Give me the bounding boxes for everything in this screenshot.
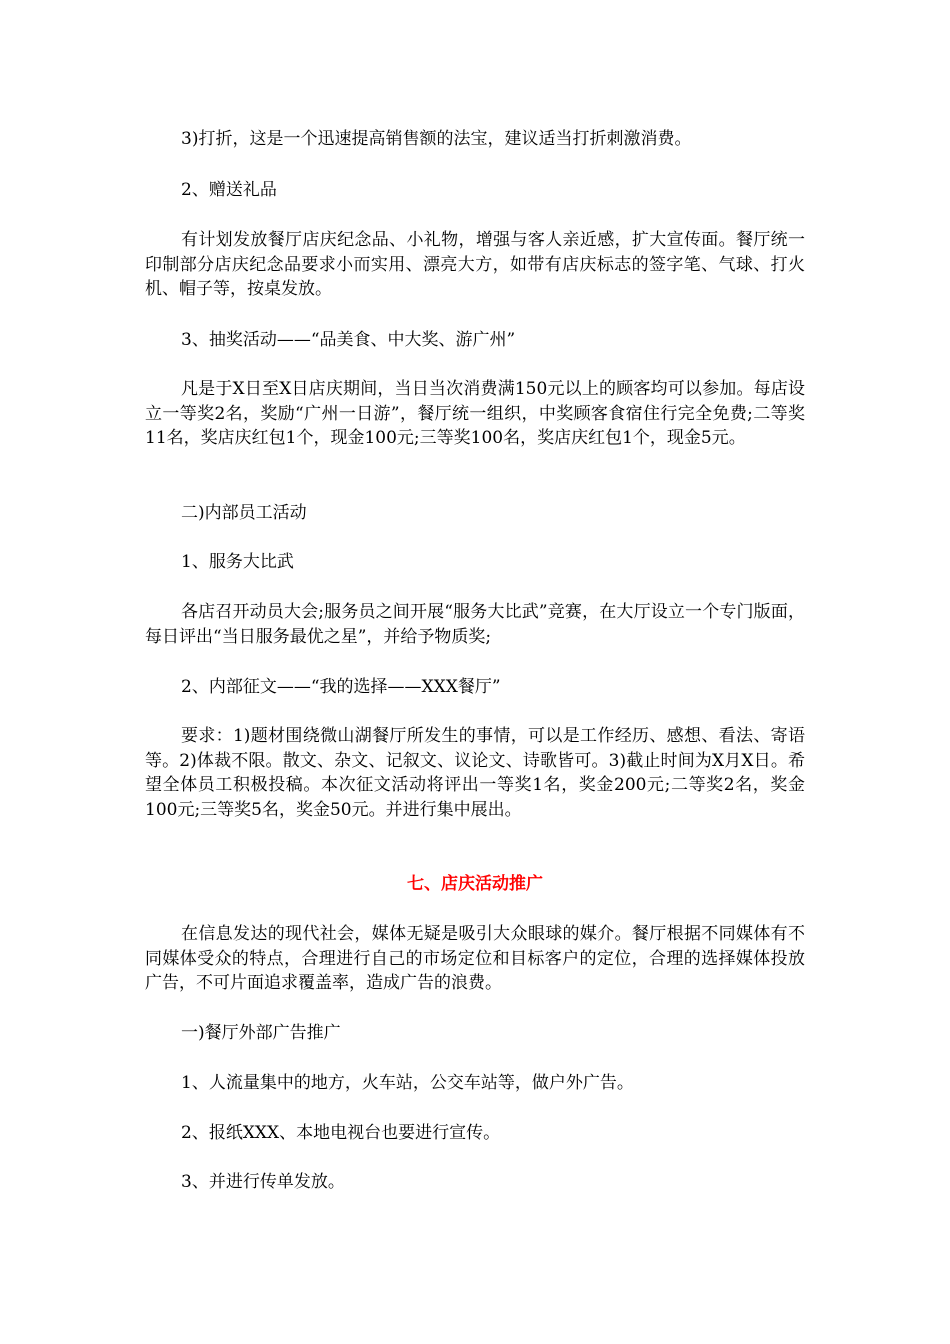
paragraph-external-ads: 一)餐厅外部广告推广 [181, 1023, 341, 1043]
paragraph-gift-heading: 2、赠送礼品 [181, 180, 277, 200]
paragraph-lottery-heading: 3、抽奖活动——“品美食、中大奖、游广州” [181, 330, 516, 350]
paragraph-lottery-body: 凡是于X日至X日店庆期间，当日当次消费满150元以上的顾客均可以参加。每店设立一等奖2名，奖励“广州一日游”，餐厅统一组织，中奖顾客食宿住行完全免费;二等奖11名，奖店庆红包1个，现金100元;三等奖100名，奖店庆红包1个，现金5元。 [145, 379, 805, 448]
paragraph-discount: 3)打折，这是一个迅速提高销售额的法宝，建议适当打折刺激消费。 [181, 129, 692, 149]
paragraph-media-intro: 在信息发达的现代社会，媒体无疑是吸引大众眼球的媒介。餐厅根据不同媒体有不同媒体受众的特点，合理进行自己的市场定位和目标客户的定位，合理的选择媒体投放广告，不可片面追求覆盖率，造成广告的浪费。 [145, 924, 805, 993]
paragraph-staff-activities: 二)内部员工活动 [181, 503, 307, 523]
paragraph-essay-body: 要求：1)题材围绕微山湖餐厅所发生的事情，可以是工作经历、感想、看法、寄语等。2)体裁不限。散文、杂文、记叙文、议论文、诗歌皆可。3)截止时间为X月X日。希望全体员工积极投稿。本次征文活动将评出一等奖1名，奖金200元;二等奖2名，奖金100元;三等奖5名，奖金50元。并进行集中展出。 [145, 726, 805, 820]
paragraph-essay-heading: 2、内部征文——“我的选择——XXX餐厅” [181, 677, 501, 697]
paragraph-gift-body: 有计划发放餐厅店庆纪念品、小礼物，增强与客人亲近感，扩大宣传面。餐厅统一印制部分店庆纪念品要求小而实用、漂亮大方，如带有店庆标志的签字笔、气球、打火机、帽子等，按桌发放。 [145, 230, 805, 299]
paragraph-flyers: 3、并进行传单发放。 [181, 1172, 345, 1192]
paragraph-service-contest-body: 各店召开动员大会;服务员之间开展“服务大比武”竞赛，在大厅设立一个专门版面，每日评出“当日服务最优之星”，并给予物质奖; [145, 602, 805, 647]
paragraph-outdoor-ads: 1、人流量集中的地方，火车站，公交车站等，做户外广告。 [181, 1073, 634, 1093]
paragraph-newspaper-tv: 2、报纸XXX、本地电视台也要进行宣传。 [181, 1123, 501, 1143]
section-heading: 七、店庆活动推广 [407, 874, 543, 894]
paragraph-service-contest-heading: 1、服务大比武 [181, 552, 294, 572]
